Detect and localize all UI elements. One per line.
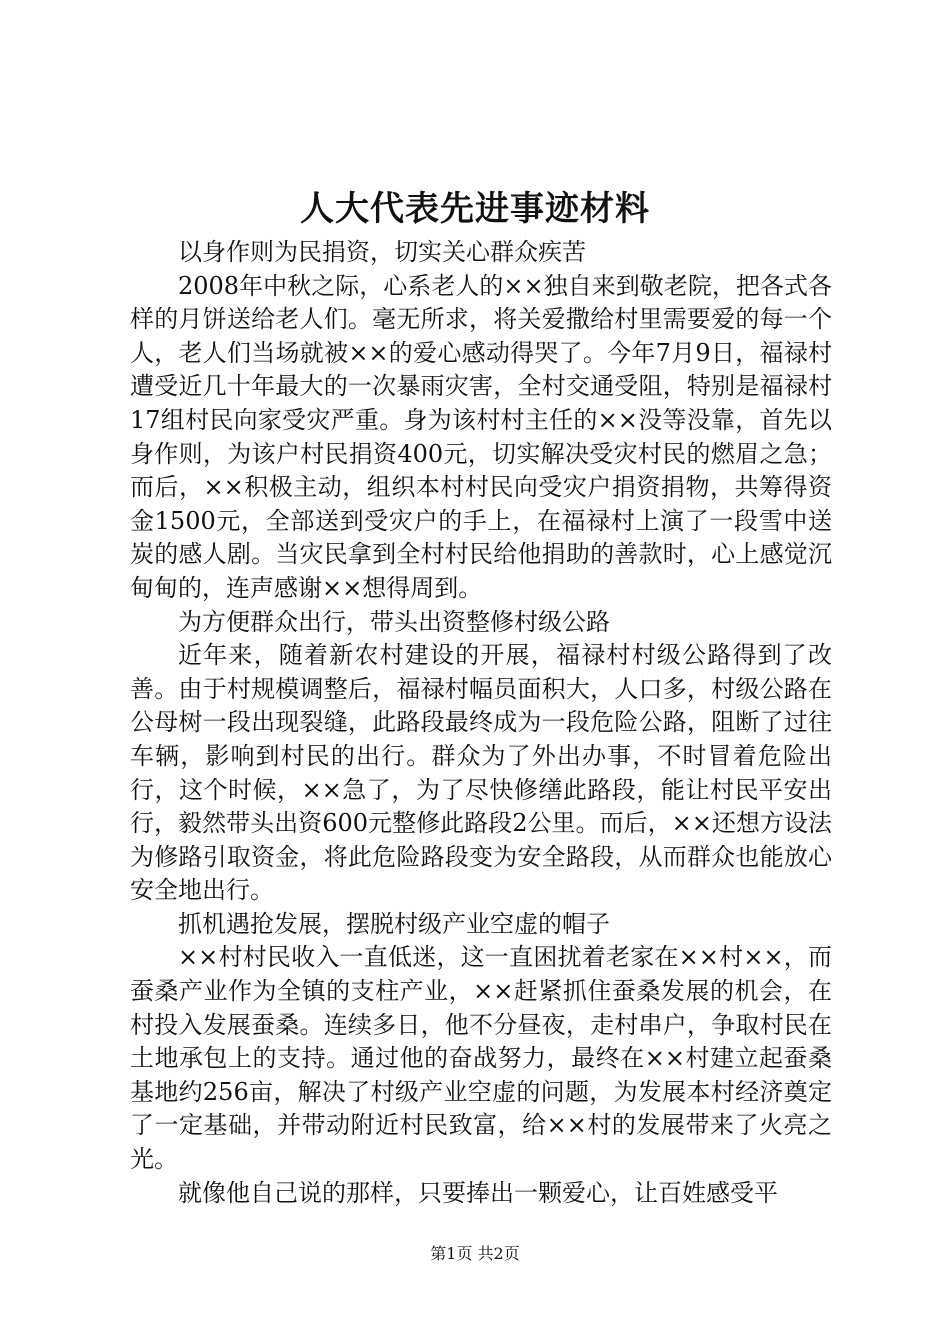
page-footer: 第1页 共2页 — [430, 1244, 520, 1263]
paragraph-donation: 2008年中秋之际，心系老人的××独自来到敬老院，把各式各样的月饼送给老人们。毫无所求，将关爱撒给村里需要爱的每一个人，老人们当场就被××的爱心感动得哭了。今年7月9日，福禄村遭受近几十年最大的一次暴雨灾害，全村交通受阻，特别是福禄村17组村民向家受灾严重。身为该村村主任的××没等没靠，首先以身作则，为该户村民捐资400元，切实解决受灾村民的燃眉之急；而后，××积极主动，组织本村村民向受灾户捐资捐物，共筹得资金1500元，全部送到受灾户的手上，在福禄村上演了一段雪中送炭的感人剧。当灾民拿到全村村民给他捐助的善款时，心上感觉沉甸甸的，连声感谢××想得周到。 — [130, 271, 832, 602]
section-heading-industry: 抓机遇抢发展，摆脱村级产业空虚的帽子 — [178, 909, 610, 938]
paragraph-closing: 就像他自己说的那样，只要捧出一颗爱心，让百姓感受平 — [178, 1178, 778, 1207]
paragraph-industry: ××村村民收入一直低迷，这一直困扰着老家在××村××，而蚕桑产业作为全镇的支柱产业，××赶紧抓住蚕桑发展的机会，在村投入发展蚕桑。连续多日，他不分昼夜，走村串户，争取村民在土地承包上的支持。通过他的奋战努力，最终在××村建立起蚕桑基地约256亩，解决了村级产业空虚的问题，为发展本村经济奠定了一定基础，并带动附近村民致富，给××村的发展带来了火亮之光。 — [130, 943, 832, 1174]
paragraph-road: 近年来，随着新农村建设的开展，福禄村村级公路得到了改善。由于村规模调整后，福禄村幅员面积大，人口多，村级公路在公母树一段出现裂缝，此路段最终成为一段危险公路，阻断了过往车辆，影响到村民的出行。群众为了外出办事，不时冒着危险出行，这个时候，××急了，为了尽快修缮此路段，能让村民平安出行，毅然带头出资600元整修此路段2公里。而后，××还想方设法为修路引取资金，将此危险路段变为安全路段，从而群众也能放心安全地出行。 — [130, 641, 832, 905]
document-title: 人大代表先进事迹材料 — [300, 189, 650, 229]
section-heading-donation: 以身作则为民捐资，切实关心群众疾苦 — [178, 238, 586, 266]
document-body — [130, 236, 832, 1210]
section-heading-road: 为方便群众出行，带头出资整修村级公路 — [178, 607, 610, 636]
